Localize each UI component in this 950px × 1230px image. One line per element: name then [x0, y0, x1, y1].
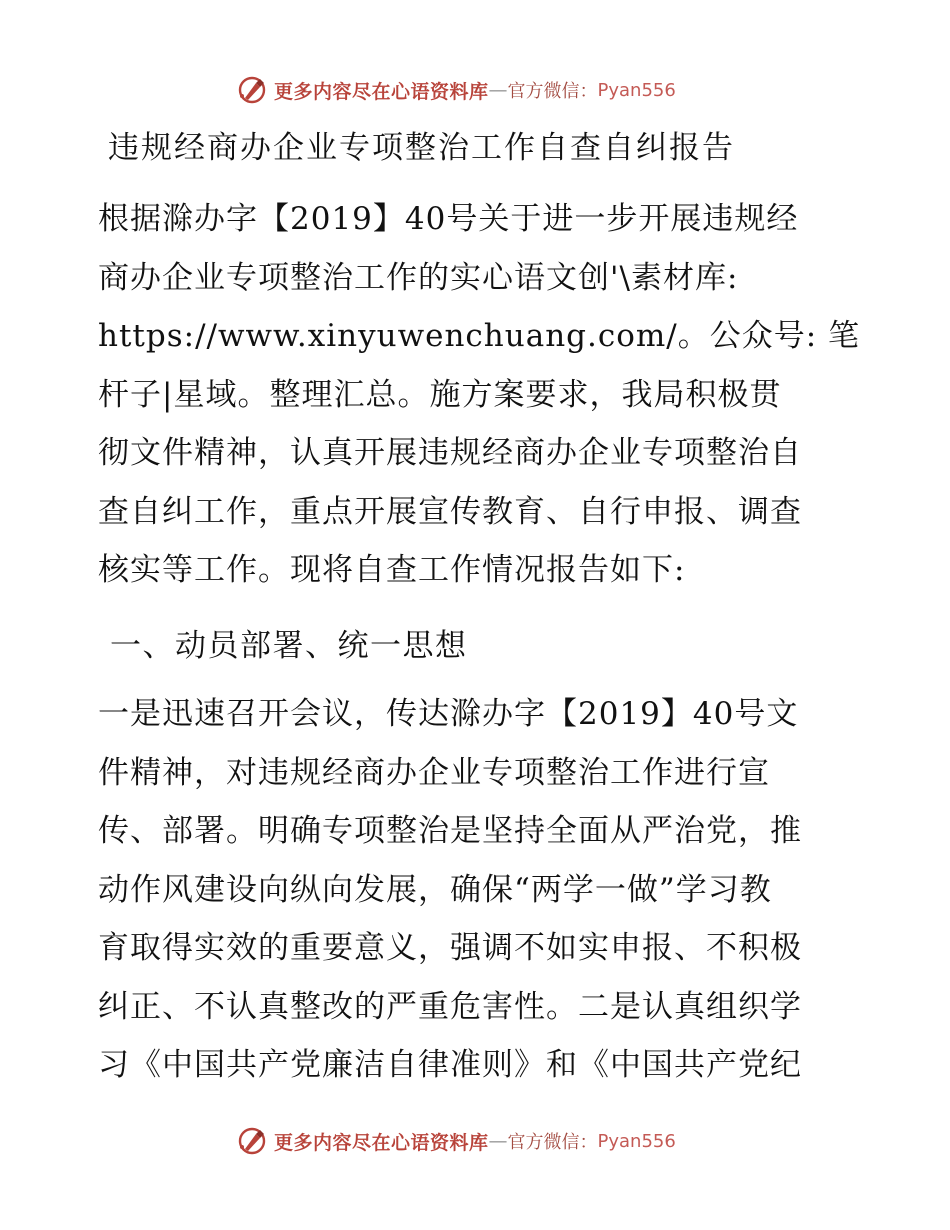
paragraph-line: 习《中国共产党廉洁自律准则》和《中国共产党纪 — [98, 1047, 802, 1083]
paragraph-line: 件精神，对违规经商办企业专项整治工作进行宣 — [98, 754, 770, 791]
paragraph-line: 根据滁办字【2019】40号关于进一步开展违规经 — [98, 201, 799, 237]
banner-dash: — — [488, 1130, 508, 1152]
paragraph-intro — [98, 190, 861, 600]
footer-banner — [236, 1123, 676, 1159]
paragraph-line: 商办企业专项整治工作的实心语文创'\素材库: — [98, 259, 739, 296]
paragraph-line: 纠正、不认真整改的严重危害性。二是认真组织学 — [98, 988, 802, 1025]
section-heading: 一、动员部署、统一思想 — [110, 628, 468, 664]
pen-nib-logo-icon — [236, 1125, 268, 1157]
paragraph-line: 传、部署。明确专项整治是坚持全面从严治党，推 — [98, 813, 802, 849]
pen-nib-logo-icon — [236, 74, 268, 106]
paragraph-line: 育取得实效的重要意义，强调不如实申报、不积极 — [98, 930, 802, 966]
paragraph-line: 动作风建设向纵向发展，确保“两学一做”学习教 — [98, 871, 772, 908]
document-title: 违规经商办企业专项整治工作自查自纠报告 — [108, 130, 735, 166]
header-banner — [236, 72, 676, 108]
paragraph-line: 一是迅速召开会议，传达滁办字【2019】40号文 — [98, 696, 799, 732]
paragraph-line: https://www.xinyuwenchuang.com/。公众号: 笔 — [98, 318, 861, 354]
paragraph-line: 核实等工作。现将自查工作情况报告如下: — [98, 552, 686, 588]
banner-dash: — — [488, 79, 508, 101]
banner-wechat-label: 官方微信： — [507, 81, 598, 102]
banner-text: 更多内容尽在心语资料库 — [274, 1131, 489, 1154]
banner-wechat-label: 官方微信： — [507, 1132, 598, 1153]
banner-wechat-id: Pyan556 — [597, 1130, 676, 1152]
banner-wechat-id: Pyan556 — [597, 79, 676, 101]
paragraph-line: 杆子|星域。整理汇总。施方案要求，我局积极贯 — [98, 376, 782, 413]
paragraph-line: 查自纠工作，重点开展宣传教育、自行申报、调查 — [98, 493, 802, 530]
paragraph-line: 彻文件精神，认真开展违规经商办企业专项整治自 — [98, 435, 802, 471]
paragraph-section-one — [98, 685, 858, 1095]
banner-text: 更多内容尽在心语资料库 — [274, 80, 489, 103]
